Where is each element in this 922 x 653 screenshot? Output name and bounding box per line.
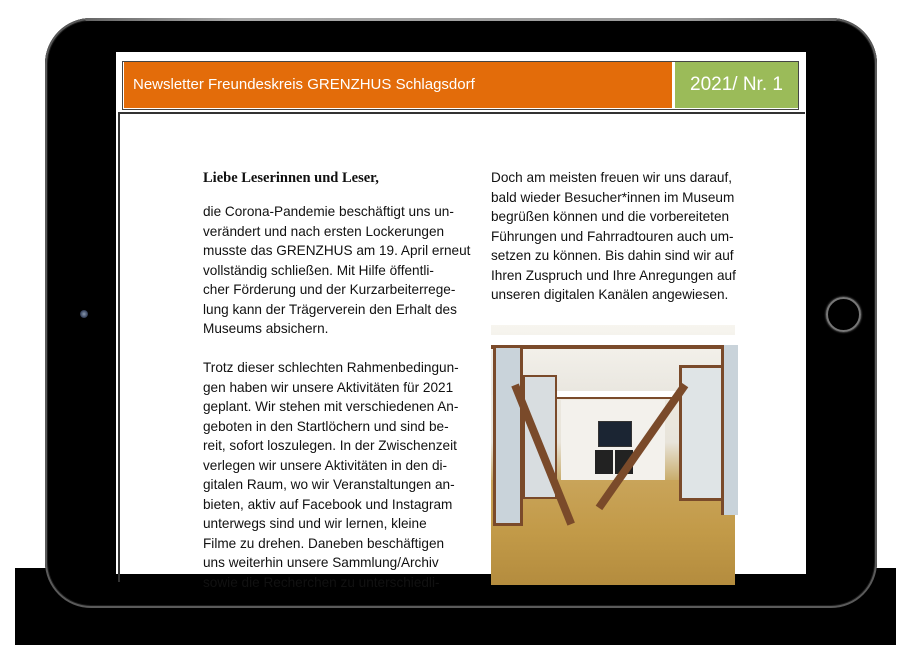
- activities-paragraph: [203, 358, 458, 592]
- text-line: geboten in den Startlöchern und sind be-: [203, 418, 449, 434]
- right-column: [491, 168, 746, 324]
- text-line: sowie die Recherchen zu unterschiedli-: [203, 574, 440, 590]
- text-line: bald wieder Besucher*innen im Museum: [491, 189, 735, 205]
- tablet-screen: [116, 52, 806, 590]
- newsletter-issue-number: 2021/ Nr. 1: [675, 62, 798, 108]
- left-column: [203, 168, 471, 612]
- front-camera-icon: [80, 310, 88, 318]
- photo-beam: [491, 335, 735, 349]
- text-line: setzen zu können. Bis dahin sind wir auf: [491, 248, 734, 263]
- text-line: uns weiterhin unsere Sammlung/Archiv: [203, 555, 439, 570]
- text-line: Doch am meisten freuen wir uns darauf,: [491, 170, 733, 185]
- text-line: Ihren Zuspruch und Ihre Anregungen auf: [491, 267, 736, 283]
- text-line: Trotz dieser schlechten Rahmenbedingun-: [203, 360, 459, 375]
- text-line: unterwegs sind und wir lernen, kleine: [203, 516, 427, 531]
- text-line: bieten, aktiv auf Facebook und Instagram: [203, 496, 453, 512]
- text-line: gitalen Raum, wo wir Veranstaltungen an-: [203, 477, 455, 492]
- header-divider: [118, 112, 805, 114]
- text-line: Filme zu drehen. Daneben beschäftigen: [203, 535, 445, 551]
- text-line: lung kann der Trägerverein den Erhalt des: [203, 301, 457, 317]
- text-line: reit, sofort loszulegen. In der Zwischenzeit: [203, 438, 457, 453]
- photo-display-panel: [721, 345, 738, 515]
- page-left-border: [118, 112, 120, 582]
- outlook-paragraph: [491, 168, 746, 305]
- photo-display-panel: [493, 345, 523, 526]
- museum-exhibition-photo: [491, 325, 735, 585]
- greeting-heading: Liebe Leserinnen und Leser,: [203, 170, 379, 186]
- text-line: gen haben wir unsere Aktivitäten für 2021: [203, 379, 454, 395]
- newsletter-title: Newsletter Freundeskreis GRENZHUS Schlagsdorf: [124, 62, 672, 108]
- text-line: Führungen und Fahrradtouren auch um-: [491, 228, 734, 244]
- home-button-icon[interactable]: [826, 297, 861, 332]
- text-line: unseren digitalen Kanälen angewiesen.: [491, 287, 729, 302]
- text-line: musste das GRENZHUS am 19. April erneut: [203, 243, 471, 258]
- text-line: verlegen wir unsere Aktivitäten in den di-: [203, 457, 448, 473]
- text-line: begrüßen können und die vorbereiteten: [491, 209, 730, 224]
- text-line: vollständig schließen. Mit Hilfe öffentli-: [203, 262, 434, 278]
- text-line: Museums absichern.: [203, 321, 329, 336]
- intro-paragraph: [203, 202, 471, 339]
- photo-chair: [595, 450, 613, 474]
- text-line: die Corona-Pandemie beschäftigt uns un-: [203, 204, 454, 219]
- text-line: cher Förderung und der Kurzarbeiterrege-: [203, 282, 456, 297]
- photo-tv-screen: [598, 421, 632, 447]
- text-line: geplant. Wir stehen mit verschiedenen An-: [203, 399, 459, 414]
- text-line: verändert und nach ersten Lockerungen: [203, 223, 445, 239]
